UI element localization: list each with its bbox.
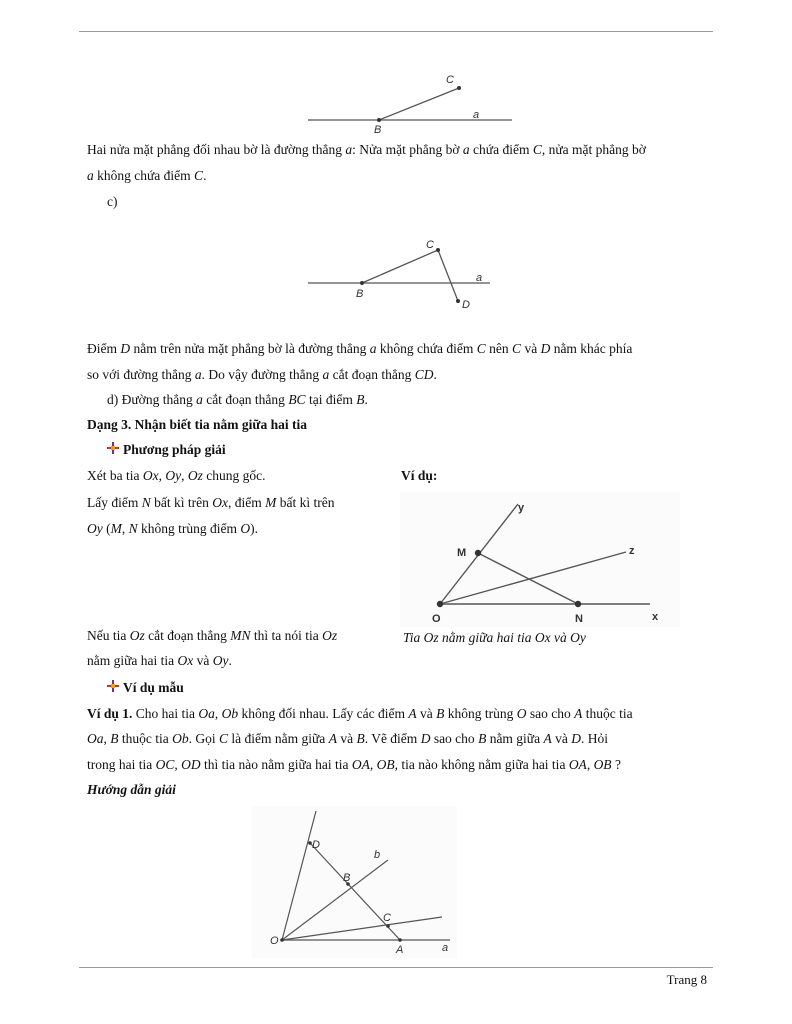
method-line1: Xét ba tia Ox, Oy, Oz chung gốc. [87,468,266,483]
label-c: C [446,74,454,86]
figure-ray-between [400,492,680,627]
bullet-icon [107,679,123,697]
page-number: Trang 8 [666,972,707,987]
label-a-ray: a [442,942,449,954]
label-a-point: A [396,944,404,956]
method-line5: nằm giữa hai tia Ox và Oy. [87,653,232,668]
figure-segment-cd [300,233,500,313]
section-title: Dạng 3. Nhận biết tia nằm giữa hai tia [87,417,308,432]
para2-line1: Điểm D nằm trên nửa mặt phẳng bờ là đường thẳng a không chứa điểm C nên C và D nằm khác phía [87,341,633,356]
figure-caption: Tia Oz nằm giữa hai tia Ox và Oy [403,630,586,645]
label-m: M [457,547,467,559]
para1-line1: Hai nửa mặt phẳng đối nhau bờ là đường thẳng a: Nửa mặt phẳng bờ a chứa điểm C, nửa mặt phẳng bờ [87,142,646,157]
bullet-icon [107,441,123,459]
method-line4: Nếu tia Oz cắt đoạn thẳng MN thì ta nói tia Oz [87,628,338,643]
method-line2: Lấy điểm N bất kì trên Ox, điểm M bất kì trên [87,495,335,510]
para2-line2: so với đường thẳng a. Do vậy đường thẳng a cắt đoạn thẳng CD. [87,367,437,382]
label-n: N [575,613,583,625]
example1-line3: trong hai tia OC, OD thì tia nào nằm giữa hai tia OA, OB, tia nào không nằm giữa hai tia OA, OB ? [87,757,621,772]
label-d: D [312,839,320,851]
label-a: a [473,109,480,121]
method-line3: Oy (M, N không trùng điểm O). [87,521,259,536]
label-d: D [462,299,470,311]
label-z: z [629,545,635,557]
item-d: d) Đường thẳng a cắt đoạn thẳng BC tại điểm B. [107,392,368,407]
label-b: B [374,124,382,136]
label-c: C [383,912,391,924]
example1-line1: Ví dụ 1. Cho hai tia Oa, Ob không đối nhau. Lấy các điểm A và B không trùng O sao cho A thuộc tia [87,706,633,721]
label-y: y [518,502,525,514]
figure-example1 [252,806,457,958]
label-b: B [356,288,364,300]
solution-title: Hướng dẫn giải [87,782,176,797]
label-o: O [270,935,279,947]
figure-line-a-point-c [300,68,540,138]
header-rule [79,31,713,32]
label-a: a [476,272,483,284]
method-title: Phương pháp giải [107,441,226,459]
label-b-ray: b [374,849,381,861]
example-label: Ví dụ: [401,468,438,483]
label-b: B [343,872,351,884]
sample-title: Ví dụ mẫu [107,679,184,697]
label-x: x [652,611,659,623]
example1-line2: Oa, B thuộc tia Ob. Gọi C là điểm nằm giữa A và B. Vẽ điểm D sao cho B nằm giữa A và D. Hỏi [87,731,608,746]
para1-line2: a không chứa điểm C. [87,168,207,183]
label-o: O [432,613,441,625]
footer-rule [79,967,713,968]
label-c: C [426,239,434,251]
item-c-label: c) [107,194,118,209]
